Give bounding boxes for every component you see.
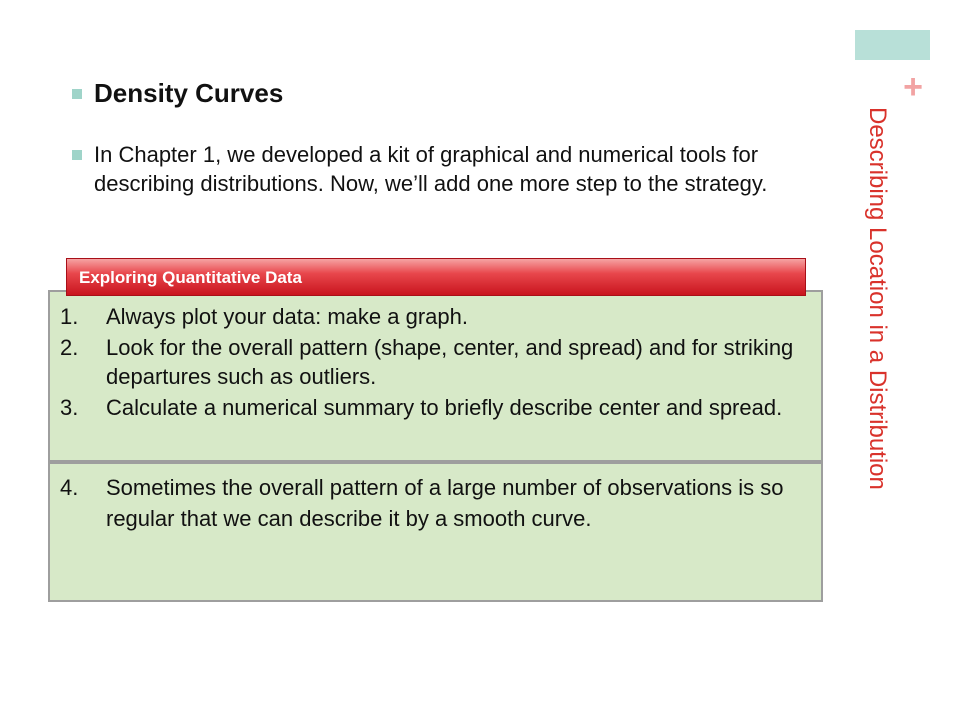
step-number: 1. xyxy=(60,304,79,329)
step-item xyxy=(60,393,810,422)
corner-decoration xyxy=(855,30,930,60)
slide-section-title: Describing Location in a Distribution xyxy=(864,107,891,490)
additional-step-box xyxy=(48,462,823,602)
slide-heading: Density Curves xyxy=(94,78,284,108)
step-number: 4. xyxy=(60,475,79,500)
step-text: Always plot your data: make a graph. xyxy=(106,304,468,329)
strategy-banner xyxy=(66,258,806,296)
square-bullet-icon xyxy=(72,150,82,160)
step-item xyxy=(60,302,810,331)
step-item xyxy=(60,333,810,391)
strategy-steps-box xyxy=(48,290,823,462)
step-text: Sometimes the overall pattern of a large number of observations is so regular that we can describe it by a smooth curve. xyxy=(106,475,784,531)
step-item xyxy=(60,472,810,534)
intro-text: In Chapter 1, we developed a kit of graphical and numerical tools for describing distributions. Now, we’ll add one more step to the strategy. xyxy=(94,142,768,196)
step-number: 3. xyxy=(60,395,79,420)
steps-list xyxy=(60,302,810,424)
plus-icon: + xyxy=(903,68,923,106)
banner-title: Exploring Quantitative Data xyxy=(79,268,302,287)
step-number: 2. xyxy=(60,335,79,360)
step-text: Calculate a numerical summary to briefly describe center and spread. xyxy=(106,395,783,420)
square-bullet-icon xyxy=(72,89,82,99)
intro-bullet xyxy=(72,140,832,198)
heading-bullet xyxy=(72,78,283,108)
step-text: Look for the overall pattern (shape, center, and spread) and for striking departures such as outliers. xyxy=(106,335,794,389)
